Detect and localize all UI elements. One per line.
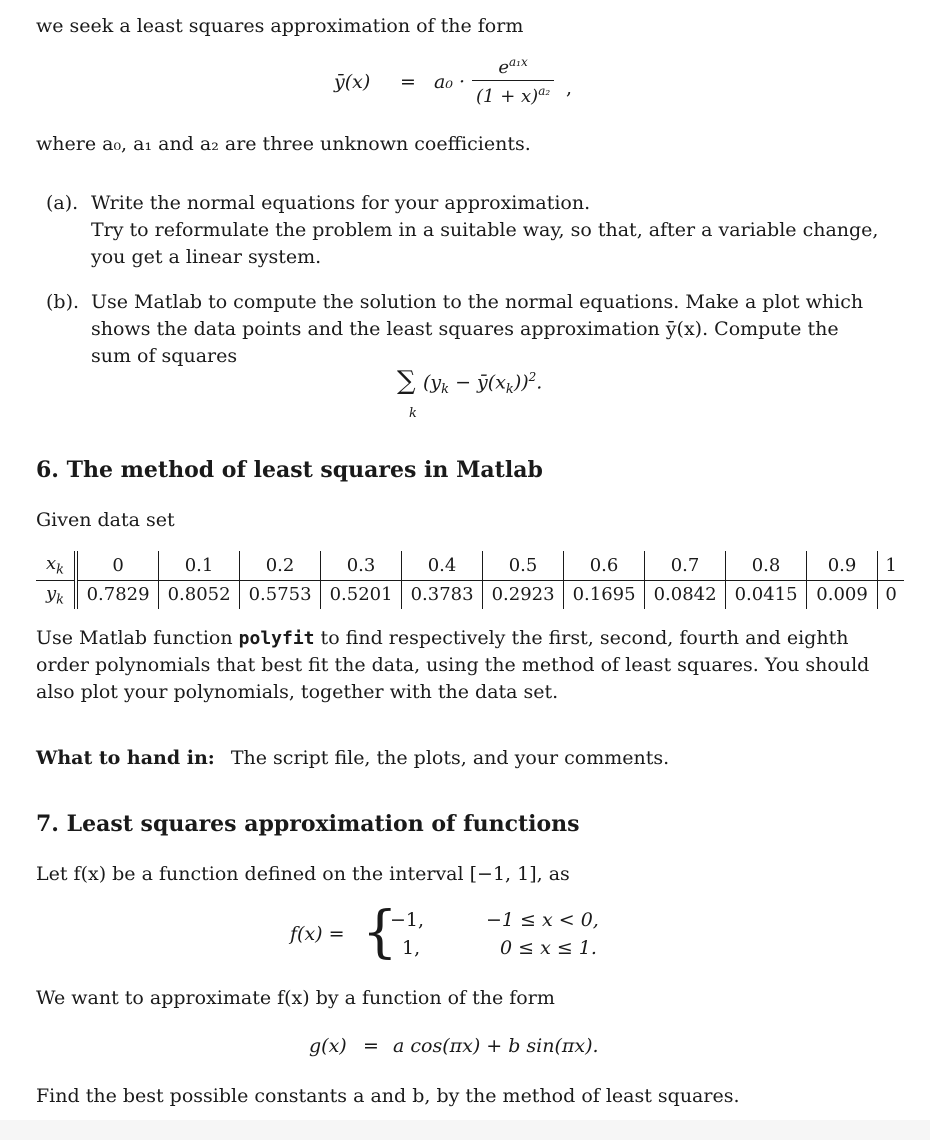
section-7-line3: Find the best possible constants a and b, by the method of least squares.: [36, 1085, 740, 1107]
table-cell: 0.7829: [76, 580, 159, 609]
fraction-numerator: e: [498, 57, 510, 78]
table-cell: 1: [878, 551, 905, 580]
case2-value: 1,: [402, 937, 421, 959]
table-cell: 0.3: [321, 551, 402, 580]
sum-index: k: [409, 406, 417, 421]
sum-expr-c-sup: 2: [528, 370, 537, 384]
table-cell: 0: [112, 554, 124, 576]
polyfit-line1: Use Matlab function polyfit to find respectively the first, second, fourth and eighth: [36, 627, 849, 649]
x-row-label: $x_k$: [36, 551, 76, 580]
polyfit-line3: also plot your polynomials, together with the data set.: [36, 681, 559, 703]
table-cell: 0: [878, 580, 905, 609]
table-cell: 0.5201: [321, 580, 402, 609]
section-7-line1: Let f(x) be a function defined on the interval [−1, 1], as: [36, 863, 570, 885]
part-b-line1: Use Matlab to compute the solution to the normal equations. Make a plot which: [91, 291, 864, 313]
equation-equals: =: [400, 71, 416, 93]
fraction-numerator-exp: a₁x: [509, 55, 528, 69]
polyfit-code: polyfit: [238, 628, 315, 649]
part-b-label: (b).: [46, 291, 80, 313]
part-b-line2: shows the data points and the least squares approximation ȳ(x). Compute the: [91, 318, 839, 340]
g-rhs: a cos(πx) + b sin(πx).: [393, 1035, 599, 1057]
piecewise-lhs: f(x) =: [290, 923, 345, 945]
polyfit-line2: order polynomials that best fit the data, using the method of least squares. You should: [36, 654, 870, 676]
sum-symbol: ∑: [397, 366, 416, 396]
intro-line: we seek a least squares approximation of the form: [36, 15, 524, 37]
section-7-heading: 7. Least squares approximation of functions: [36, 811, 580, 837]
g-lhs: g(x): [309, 1035, 347, 1057]
table-cell: 0.7: [645, 551, 726, 580]
sum-expr-a: (y: [423, 371, 442, 394]
section-7-line2: We want to approximate f(x) by a function of the form: [36, 987, 555, 1009]
piecewise-function: [290, 900, 620, 965]
sum-expr-a-sub: k: [441, 382, 450, 398]
fraction-denominator-exp: a₂: [538, 84, 551, 98]
hand-in-text: The script file, the plots, and your comments.: [230, 747, 670, 769]
table-cell: 0.009: [807, 580, 878, 609]
table-cell: 0.3783: [402, 580, 483, 609]
left-brace: {: [362, 900, 398, 965]
page-bottom-strip: [0, 1120, 930, 1140]
data-table: [36, 551, 904, 609]
sum-expr-b: − ȳ(x: [449, 371, 506, 394]
table-row-x: [36, 551, 904, 580]
part-a-line1: Write the normal equations for your approximation.: [91, 192, 591, 214]
equation-comma: ,: [566, 77, 573, 99]
table-cell: 0.8052: [159, 580, 240, 609]
hand-in-line: [36, 745, 669, 772]
y-row-label: $y_k$: [36, 580, 76, 609]
g-equals: =: [363, 1035, 379, 1057]
table-cell: 0.0415: [726, 580, 807, 609]
part-b-line3: sum of squares: [91, 345, 238, 367]
equation-fraction: [472, 55, 554, 107]
table-cell: 0.1: [159, 551, 240, 580]
table-cell: 0.1695: [564, 580, 645, 609]
fraction-denominator: (1 + x): [476, 86, 539, 107]
table-cell: 0.5753: [240, 580, 321, 609]
case1-value: −1,: [390, 909, 425, 931]
table-row-y: [36, 580, 904, 609]
table-cell: 0.8: [726, 551, 807, 580]
section-6-heading: 6. The method of least squares in Matlab: [36, 457, 543, 483]
equation-a0: a₀ ·: [434, 71, 466, 93]
sum-expr-b-sub: k: [505, 382, 514, 398]
part-a-label: (a).: [46, 192, 79, 214]
where-line: where a₀, a₁ and a₂ are three unknown coefficients.: [36, 133, 531, 155]
case2-condition: 0 ≤ x ≤ 1.: [500, 937, 597, 959]
equation-lhs: ȳ(x): [334, 71, 371, 93]
sum-expr-d: .: [536, 371, 543, 394]
table-cell: 0.9: [807, 551, 878, 580]
table-cell: 0.0842: [645, 580, 726, 609]
part-a-line2: Try to reformulate the problem in a suitable way, so that, after a variable change,: [91, 219, 879, 241]
sum-expr-c: )): [513, 371, 529, 394]
table-cell: 0.2923: [483, 580, 564, 609]
hand-in-label: What to hand in:: [36, 747, 215, 769]
table-cell: 0.2: [240, 551, 321, 580]
given-data-label: Given data set: [36, 509, 175, 531]
table-cell: 0.4: [402, 551, 483, 580]
table-cell: 0.5: [483, 551, 564, 580]
case1-condition: −1 ≤ x < 0,: [486, 909, 599, 931]
table-cell: 0.6: [564, 551, 645, 580]
part-a-line3: you get a linear system.: [91, 246, 322, 268]
